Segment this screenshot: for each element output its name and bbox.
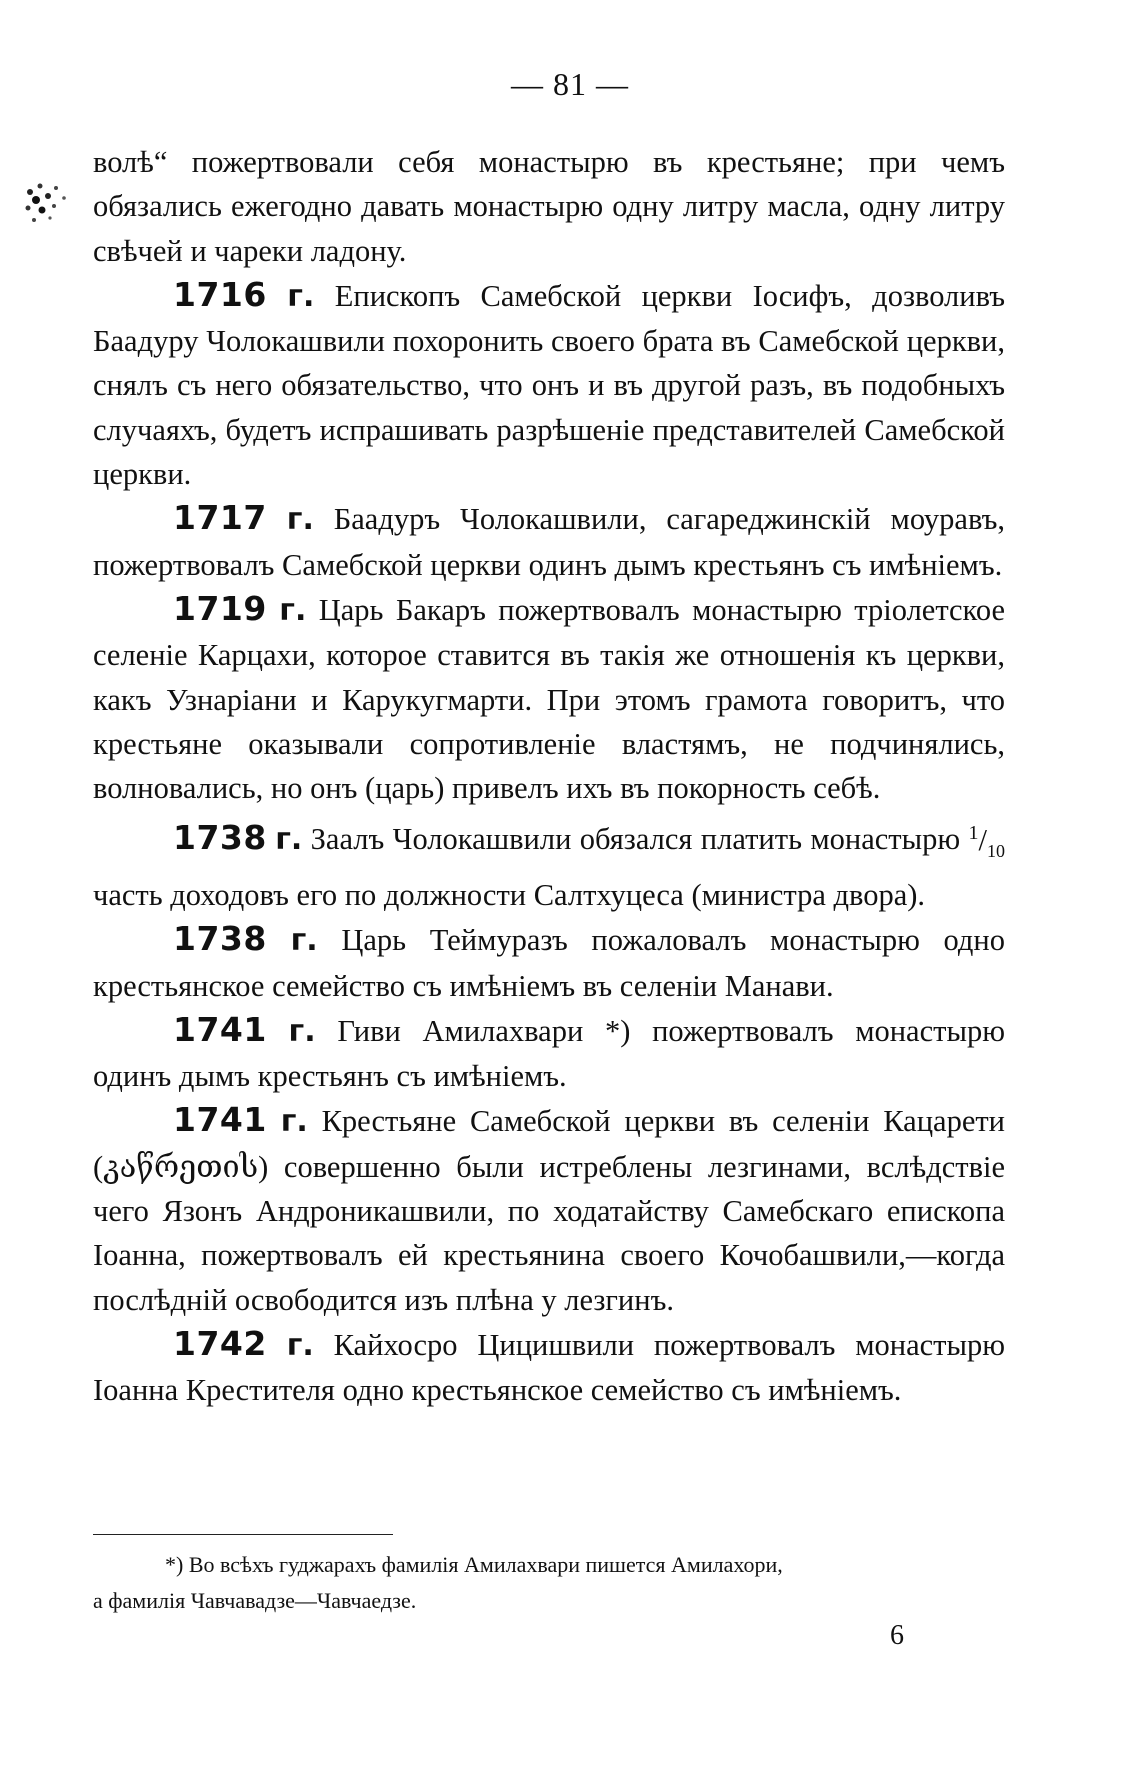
- entry-year: 1716: [173, 274, 267, 314]
- entry-year: 1741: [173, 1100, 267, 1140]
- entry-year-suffix: г.: [286, 1327, 314, 1363]
- entry-year-suffix: г.: [286, 502, 314, 538]
- paragraph-text: волѣ“ пожертвовали себя монастырю въ крестьяне; при чемъ обязались ежегодно давать монастырю одну литру масла, одну литру свѣчей и чареки ладону.: [93, 145, 1005, 268]
- entry-year: 1719: [173, 588, 267, 628]
- entry-year: 1738: [173, 919, 267, 959]
- entry-text-continued: часть доходовъ его по должности Салтхуцеса (министра двора).: [93, 878, 926, 912]
- entry-year: 1717: [173, 498, 267, 538]
- entry-text: Заалъ Чолокашвили обязался платить монастырю: [302, 822, 969, 857]
- page-number: — 81 —: [511, 66, 629, 102]
- entry-year-suffix: г.: [287, 278, 315, 314]
- footnote-line-2: а фамилія Чавчавадзе—Чавчаедзе.: [93, 1588, 417, 1613]
- entry-1741-b: [93, 1098, 1005, 1321]
- entry-1742: [93, 1322, 1005, 1413]
- entry-1738-b: [93, 917, 1005, 1008]
- entry-1717: [93, 496, 1005, 587]
- footnote-line-1: *) Во всѣхъ гуджарахъ фамилія Амилахвари пишется Амилахори,: [165, 1552, 783, 1577]
- entry-year-suffix: г.: [275, 822, 303, 858]
- fraction-denominator: 10: [987, 840, 1005, 861]
- entry-1719: [93, 587, 1005, 810]
- entry-year: 1742: [173, 1323, 267, 1363]
- entry-1741-a: [93, 1008, 1005, 1099]
- signature-mark: 6: [890, 1620, 904, 1651]
- entry-1738-a: [93, 810, 1005, 917]
- entry-year: 1741: [173, 1009, 267, 1049]
- entry-1716: [93, 273, 1005, 496]
- entry-year-suffix: г.: [290, 923, 318, 959]
- entry-year-suffix: г.: [288, 1013, 316, 1049]
- entry-text: Кайхосро Цицишвили пожертвовалъ монастырю Іоанна Крестителя одно крестьянское семейство съ имѣніемъ.: [93, 1327, 1005, 1408]
- entry-year: 1738: [173, 818, 267, 858]
- body-text: [93, 140, 1005, 1413]
- entry-year-suffix: г.: [279, 592, 307, 628]
- fraction-numerator: 1: [968, 821, 979, 844]
- entry-text: Крестьяне Самебской церкви въ селеніи Кацарети (კაწრეთის) совершенно были истреблены лезгинами, вслѣдствіе чего Язонъ Андроникашвили, по ходатайству Самебскаго епископа Іоанна, пожертвовалъ ей крестьянина своего Кочобашвили,—когда послѣдній освободится изъ плѣна у лезгинъ.: [93, 1104, 1006, 1317]
- entry-text: Баадуръ Чолокашвили, сагареджинскій моуравъ, пожертвовалъ Самебской церкви одинъ дымъ крестьянъ съ имѣніемъ.: [93, 502, 1005, 582]
- footnote-divider: [93, 1534, 393, 1535]
- paragraph-continuation: [93, 140, 1005, 273]
- entry-text: Царь Теймуразъ пожаловалъ монастырю одно крестьянское семейство съ имѣніемъ въ селеніи Манави.: [93, 923, 1006, 1003]
- ink-smudge-icon: [20, 178, 84, 232]
- entry-year-suffix: г.: [280, 1104, 308, 1140]
- footnote: [93, 1547, 1005, 1619]
- entry-text: Царь Бакаръ пожертвовалъ монастырю тріолетское селеніе Карцахи, которое ставится въ такія же отношенія къ церкви, какъ Узнаріани и Карукугмарти. При этомъ грамота говоритъ, что крестьяне оказывали сопротивленіе властямъ, не подчинялись, волновались, но онъ (царь) привелъ ихъ въ покорность себѣ.: [93, 592, 1005, 806]
- fraction: $^1/_{10}$: [968, 821, 1005, 861]
- entry-text: Епископъ Самебской церкви Іосифъ, дозволивъ Баадуру Чолокашвили похоронить своего брата въ Самебской церкви, снялъ съ него обязательство, что онъ и въ другой разъ, въ подобныхъ случаяхъ, будетъ испрашивать разрѣшеніе представителей Самебской церкви.: [93, 278, 1005, 492]
- entry-text: Гиви Амилахвари *) пожертвовалъ монастырю одинъ дымъ крестьянъ съ имѣніемъ.: [93, 1013, 1005, 1094]
